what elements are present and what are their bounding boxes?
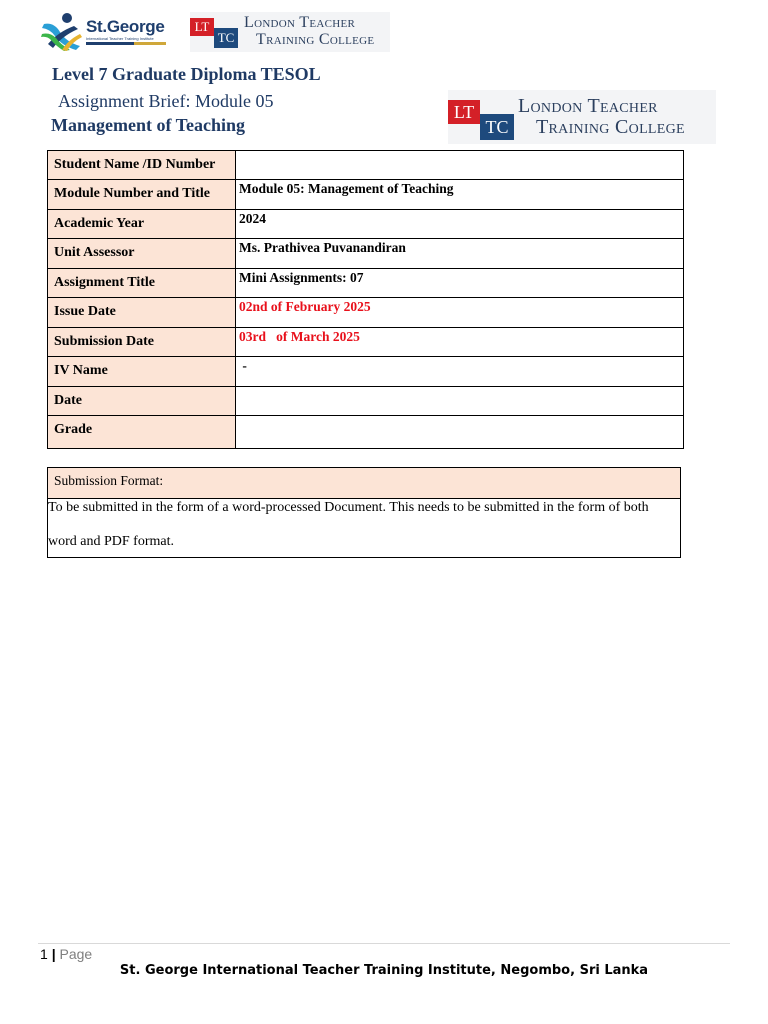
table-row <box>48 268 684 298</box>
table-row <box>48 239 684 269</box>
module-title: Management of Teaching <box>51 115 246 135</box>
submission-format-text: To be submitted in the form of a word-processed Document. This needs to be submitted in the form of both word and PDF format. <box>48 500 649 549</box>
footer-divider <box>38 943 730 944</box>
st-george-subtitle: International Teacher Training Institute <box>86 35 154 41</box>
row-value-assessor: Ms. Prathivea Puvanandiran <box>236 239 684 269</box>
row-label-issue-date: Issue Date <box>48 298 236 328</box>
ltc-name-line2: Training College <box>536 116 685 138</box>
row-label-iv-name: IV Name <box>48 357 236 387</box>
table-row <box>48 298 684 328</box>
table-row <box>48 151 684 180</box>
programme-title: Level 7 Graduate Diploma TESOL <box>52 64 321 84</box>
row-value-academic-year: 2024 <box>236 209 684 239</box>
st-george-emblem-icon <box>40 10 84 52</box>
submission-format-box <box>47 467 681 558</box>
ltc-logo-side <box>448 90 716 144</box>
page-number-value: 1 <box>40 946 48 962</box>
row-label-assessor: Unit Assessor <box>48 239 236 269</box>
row-label-submission-date: Submission Date <box>48 327 236 357</box>
st-george-name: St.George <box>86 16 165 36</box>
row-value-date <box>236 386 684 416</box>
table-row <box>48 416 684 449</box>
row-label-date: Date <box>48 386 236 416</box>
row-value-issue-date: 02nd of February 2025 <box>236 298 684 328</box>
row-value-module: Module 05: Management of Teaching <box>236 180 684 210</box>
row-label-module: Module Number and Title <box>48 180 236 210</box>
ltc-name-line1: London Teacher <box>244 14 356 32</box>
row-value-assignment-title: Mini Assignments: 07 <box>236 268 684 298</box>
table-row <box>48 327 684 357</box>
row-label-grade: Grade <box>48 416 236 449</box>
ltc-name-line2: Training College <box>256 31 375 48</box>
ltc-mark-tc: TC <box>480 114 514 140</box>
assignment-brief-title: Assignment Brief: Module 05 <box>58 91 274 111</box>
ltc-mark-lt: LT <box>190 18 214 36</box>
table-row <box>48 357 684 387</box>
row-value-grade <box>236 416 684 449</box>
st-george-logo <box>40 10 168 52</box>
table-row <box>48 386 684 416</box>
row-value-student <box>236 151 684 180</box>
ltc-mark-lt: LT <box>448 100 480 124</box>
row-value-submission-date: 03rd of March 2025 <box>236 327 684 357</box>
row-label-assignment-title: Assignment Title <box>48 268 236 298</box>
ltc-mark-icon <box>448 92 516 142</box>
footer-institute: St. George International Teacher Training Institute, Negombo, Sri Lanka <box>119 963 649 978</box>
ltc-mark-icon <box>190 14 240 50</box>
row-label-student: Student Name /ID Number <box>48 151 236 180</box>
table-row <box>48 209 684 239</box>
submission-format-heading: Submission Format: <box>48 468 680 499</box>
page-number-separator: | <box>51 946 56 962</box>
row-label-academic-year: Academic Year <box>48 209 236 239</box>
table-row <box>48 180 684 210</box>
page-label: Page <box>59 946 93 962</box>
assignment-details-table <box>47 150 684 449</box>
st-george-logo-bar <box>86 42 166 45</box>
ltc-name-line1: London Teacher <box>518 95 658 117</box>
ltc-logo-top <box>190 12 390 52</box>
row-value-iv-name: - <box>236 357 684 387</box>
ltc-mark-tc: TC <box>214 28 238 48</box>
page-number <box>40 946 92 962</box>
